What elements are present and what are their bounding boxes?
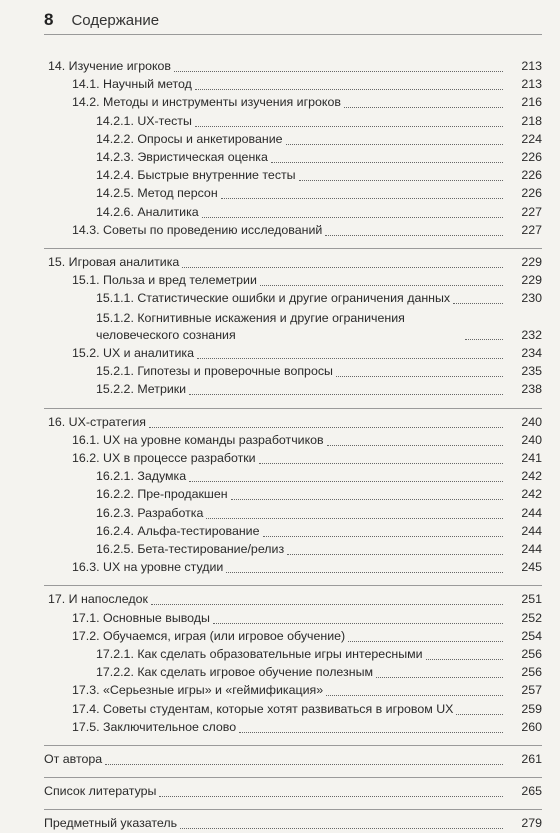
toc-entry-title: 16.2.2. Пре-продакшен xyxy=(96,485,231,504)
toc-entry-title: 15.2. UX и аналитика xyxy=(72,344,197,363)
dot-leader xyxy=(465,338,503,340)
toc-entry-page: 230 xyxy=(521,291,542,306)
toc-entry-title: 17.1. Основные выводы xyxy=(72,609,213,628)
toc-entry[interactable] xyxy=(96,203,542,222)
toc-entry[interactable] xyxy=(96,112,542,131)
toc-entry-title: 15.1. Польза и вред телеметрии xyxy=(72,271,260,290)
toc-entry-page: 218 xyxy=(521,113,542,128)
dot-leader xyxy=(325,234,503,236)
toc-entry-page: 242 xyxy=(521,469,542,484)
toc-entry-page: 240 xyxy=(521,414,542,429)
header-divider xyxy=(44,34,542,35)
toc-entry[interactable] xyxy=(72,93,542,112)
toc-entry-title: 16.1. UX на уровне команды разработчиков xyxy=(72,431,327,450)
section-divider xyxy=(44,809,542,810)
toc-entry[interactable] xyxy=(72,700,542,719)
toc-entry-title: 14.2.4. Быстрые внутренние тесты xyxy=(96,166,299,185)
toc-entry[interactable] xyxy=(72,271,542,290)
toc-entry-title: От автора xyxy=(44,750,105,769)
toc-entry-title: 14.2.2. Опросы и анкетирование xyxy=(96,130,286,149)
toc-entry[interactable] xyxy=(72,431,542,450)
dot-leader xyxy=(263,535,504,537)
dot-leader xyxy=(159,795,503,797)
toc-entry-title: 17.3. «Серьезные игры» и «геймификация» xyxy=(72,681,326,700)
dot-leader xyxy=(426,658,503,660)
dot-leader xyxy=(189,480,503,482)
toc-entry[interactable] xyxy=(96,362,542,381)
toc-entry[interactable] xyxy=(72,609,542,628)
toc-entry[interactable] xyxy=(72,75,542,94)
section-divider xyxy=(44,745,542,746)
toc-entry[interactable] xyxy=(44,814,542,833)
dot-leader xyxy=(182,266,503,268)
dot-leader xyxy=(271,161,503,163)
dot-leader xyxy=(231,498,503,500)
toc-entry[interactable] xyxy=(96,522,542,541)
toc-entry[interactable] xyxy=(96,130,542,149)
toc-entry-page: 226 xyxy=(521,168,542,183)
toc-entry-page: 259 xyxy=(521,701,542,716)
toc-entry[interactable] xyxy=(72,344,542,363)
toc-entry-title: 15. Игровая аналитика xyxy=(48,253,182,272)
toc-entry[interactable] xyxy=(72,627,542,646)
dot-leader xyxy=(221,197,503,199)
toc-entry[interactable] xyxy=(72,449,542,468)
toc-entry[interactable] xyxy=(48,253,542,272)
toc-entry-page: 229 xyxy=(521,255,542,269)
toc-entry-page: 234 xyxy=(521,346,542,360)
dot-leader xyxy=(239,731,503,733)
dot-leader xyxy=(151,603,503,605)
section-divider xyxy=(44,408,542,409)
toc-entry-page: 240 xyxy=(521,432,542,447)
dot-leader xyxy=(213,622,503,624)
toc-entry-title: 16.2.3. Разработка xyxy=(96,504,206,523)
dot-leader xyxy=(456,713,503,715)
toc-entry[interactable] xyxy=(48,413,542,432)
dot-leader xyxy=(174,70,503,72)
dot-leader xyxy=(336,375,503,377)
toc-entry[interactable] xyxy=(44,782,542,801)
toc-entry[interactable] xyxy=(96,504,542,523)
toc-entry-page: 235 xyxy=(521,364,542,379)
toc-entry[interactable] xyxy=(96,289,542,308)
toc-entry[interactable] xyxy=(96,184,542,203)
toc-entry-page: 260 xyxy=(521,719,542,734)
toc-entry-page: 257 xyxy=(521,683,542,698)
toc-entry-title: 17.2.1. Как сделать образовательные игры интересными xyxy=(96,645,426,664)
toc-entry-page: 256 xyxy=(521,647,542,661)
toc-entry-title: 16.3. UX на уровне студии xyxy=(72,558,226,577)
toc-entry[interactable] xyxy=(48,57,542,76)
toc-entry-title: 17.4. Советы студентам, которые хотят развиваться в игровом UX xyxy=(72,700,456,719)
toc-entry[interactable] xyxy=(96,467,542,486)
toc-entry-page: 226 xyxy=(521,186,542,201)
toc-entry-page: 242 xyxy=(521,487,542,502)
dot-leader xyxy=(327,444,503,446)
toc-entry-page: 213 xyxy=(521,59,542,73)
toc-entry[interactable] xyxy=(96,166,542,185)
dot-leader xyxy=(226,571,503,573)
toc-entry-title: 16.2. UX в процессе разработки xyxy=(72,449,259,468)
dot-leader xyxy=(189,393,503,395)
toc-entry[interactable] xyxy=(72,221,542,240)
toc-entry-title: 15.2.1. Гипотезы и проверочные вопросы xyxy=(96,362,336,381)
toc-entry-title: 16. UX-стратегия xyxy=(48,413,149,432)
toc-entry-page: 216 xyxy=(521,95,542,110)
toc-entry-page: 238 xyxy=(521,382,542,397)
toc-entry-page: 245 xyxy=(521,560,542,575)
running-title: Содержание xyxy=(71,12,160,29)
dot-leader xyxy=(195,125,503,127)
dot-leader xyxy=(453,302,503,304)
toc-entry-page: 254 xyxy=(521,628,542,643)
toc-entry-title: 16.2.4. Альфа-тестирование xyxy=(96,522,263,541)
dot-leader xyxy=(348,640,503,642)
toc-entry-page: 244 xyxy=(521,542,542,556)
dot-leader xyxy=(202,216,503,218)
toc-entry-page: 226 xyxy=(521,150,542,164)
toc-entry-page: 256 xyxy=(521,665,542,680)
toc-entry-title: Список литературы xyxy=(44,782,159,801)
toc-entry-title: 17.2.2. Как сделать игровое обучение полезным xyxy=(96,663,376,682)
toc-entry-page: 227 xyxy=(521,222,542,237)
toc-entry-page: 261 xyxy=(521,752,542,766)
toc-entry-title: 14. Изучение игроков xyxy=(48,57,174,76)
dot-leader xyxy=(180,827,503,829)
section-divider xyxy=(44,585,542,586)
toc-entry-title: 14.1. Научный метод xyxy=(72,75,195,94)
toc-entry-page: 241 xyxy=(521,451,542,465)
toc-entry-page: 244 xyxy=(521,523,542,538)
toc-entry-title: Предметный указатель xyxy=(44,814,180,833)
toc-entry[interactable] xyxy=(48,590,542,609)
toc-entry-title: 16.2.1. Задумка xyxy=(96,467,189,486)
toc-entry-page: 229 xyxy=(521,273,542,288)
toc-entry[interactable] xyxy=(96,663,542,682)
toc-entry[interactable] xyxy=(96,308,542,344)
toc-entry-page: 251 xyxy=(521,592,542,607)
toc-entry[interactable] xyxy=(72,558,542,577)
toc-entry-title: 15.1.1. Статистические ошибки и другие ограничения данных xyxy=(96,289,453,308)
toc-entry-page: 252 xyxy=(521,610,542,625)
toc-entry[interactable] xyxy=(96,148,542,167)
dot-leader xyxy=(206,517,503,519)
page-number: 8 xyxy=(44,10,54,29)
toc-entry-page: 244 xyxy=(521,505,542,520)
toc-entry-title: 14.2. Методы и инструменты изучения игроков xyxy=(72,93,344,112)
dot-leader xyxy=(259,462,503,464)
toc-entry-page: 213 xyxy=(521,77,542,92)
toc-entry-page: 224 xyxy=(521,131,542,146)
toc-entry[interactable] xyxy=(96,540,542,559)
toc-entry[interactable] xyxy=(96,380,542,399)
section-divider xyxy=(44,777,542,778)
toc-entry-title: 14.2.3. Эвристическая оценка xyxy=(96,148,271,167)
toc-entry-title: 16.2.5. Бета-тестирование/релиз xyxy=(96,540,287,559)
page-header xyxy=(44,10,159,30)
toc-entry-title: 14.2.5. Метод персон xyxy=(96,184,221,203)
section-divider xyxy=(44,248,542,249)
toc-entry[interactable] xyxy=(72,718,542,737)
dot-leader xyxy=(344,106,503,108)
toc-entry-title: 17. И напоследок xyxy=(48,590,151,609)
toc-entry-page: 265 xyxy=(521,784,542,799)
toc-entry[interactable] xyxy=(96,485,542,504)
dot-leader xyxy=(286,143,503,145)
toc-entry-title: 14.3. Советы по проведению исследований xyxy=(72,221,325,240)
toc-entry-title: 15.2.2. Метрики xyxy=(96,380,189,399)
toc-entry[interactable] xyxy=(44,750,542,769)
dot-leader xyxy=(299,179,503,181)
toc-entry-title: 14.2.1. UX-тесты xyxy=(96,112,195,131)
toc-entry-title: 15.1.2. Когнитивные искажения и другие ограничения человеческого сознания xyxy=(96,310,465,344)
toc-entry-title: 17.2. Обучаемся, играя (или игровое обучение) xyxy=(72,627,348,646)
toc-entry-page: 279 xyxy=(521,816,542,831)
dot-leader xyxy=(326,694,503,696)
dot-leader xyxy=(197,357,503,359)
dot-leader xyxy=(376,676,503,678)
toc-entry-title: 17.5. Заключительное слово xyxy=(72,718,239,737)
dot-leader xyxy=(260,284,503,286)
toc-entry-page: 227 xyxy=(521,204,542,219)
dot-leader xyxy=(287,553,503,555)
toc-entry-page: 232 xyxy=(521,327,542,342)
dot-leader xyxy=(105,763,503,765)
toc-entry[interactable] xyxy=(72,681,542,700)
toc-entry-title: 14.2.6. Аналитика xyxy=(96,203,202,222)
toc-entry[interactable] xyxy=(96,645,542,664)
dot-leader xyxy=(195,88,503,90)
dot-leader xyxy=(149,426,503,428)
